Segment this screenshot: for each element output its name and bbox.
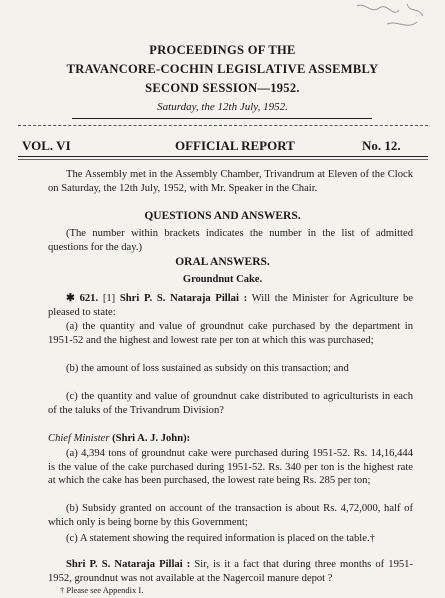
session-date: Saturday, the 12th July, 1952. (157, 101, 288, 113)
followup-text: Sir, is it a fact that during three months of 1951-1952, groundnut was not available at the Nagercoil manure depot ? (48, 559, 413, 584)
masthead-rule (18, 156, 428, 157)
answer-part-c: (c) A statement showing the required information is placed on the table.† (66, 533, 375, 544)
answer-name: (Shri A. J. John): (112, 433, 191, 444)
topic-title: Groundnut Cake. (182, 274, 263, 285)
followup-paragraph (48, 558, 413, 585)
answer-speaker (48, 432, 413, 446)
masthead-rule-thin (18, 159, 428, 160)
question-intro (48, 292, 413, 319)
official-report-label: OFFICIAL REPORT (175, 138, 295, 153)
report-number: No. 12. (362, 138, 401, 153)
footnote: † Please see Appendix I. (60, 585, 144, 595)
volume-label: VOL. VI (22, 138, 71, 153)
question-part-a: (a) the quantity and value of groundnut cake purchased by the department in 1951-52 and the highest and lowest rate per ton at which this was purchased; (48, 321, 413, 346)
question-text: Will the Minister for Agriculture be pleased to state: (48, 293, 413, 318)
question-part-c: (c) the quantity and value of groundnut cake distributed to agriculturists in each of the taluks of the Trivandrum Division? (48, 391, 413, 416)
question-marker: ✱ 621. (66, 293, 99, 304)
question-speaker: Shri P. S. Nataraja Pillai : (119, 293, 248, 304)
questions-answers-title: QUESTIONS AND ANSWERS. (144, 210, 301, 222)
proceedings-heading: PROCEEDINGS OF THE (149, 43, 296, 57)
marginal-scribble-mark (347, 0, 437, 36)
followup-speaker: Shri P. S. Nataraja Pillai : (66, 559, 191, 570)
header-dashed-rule (18, 125, 428, 126)
answer-role: Chief Minister (48, 433, 110, 444)
answer-part-b: (b) Subsidy granted on account of the transaction is about Rs. 4,72,000, half of which only is being borne by this Government; (48, 503, 413, 528)
assembly-heading: TRAVANCORE-COCHIN LEGISLATIVE ASSEMBLY (66, 62, 379, 76)
header-rule (72, 118, 372, 119)
session-heading: SECOND SESSION—1952. (145, 81, 300, 95)
answer-part-a: (a) 4,394 tons of groundnut cake were purchased during 1951-52. Rs. 14,16,444 is the value of the cake purchased during 1951-52. Rs. 340 per ton is the highest rate at which the cake has been purchased, the lowest rate being Rs. 285 per ton; (48, 448, 413, 487)
oral-answers-title: ORAL ANSWERS. (175, 256, 270, 268)
intro-paragraph: The Assembly met in the Assembly Chamber, Trivandrum at Eleven of the Clock on Saturday, the 12th July, 1952, with Mr. Speaker in the Chair. (48, 169, 413, 194)
question-part-b: (b) the amount of loss sustained as subsidy on this transaction; and (66, 363, 349, 374)
question-bracket: [1] (102, 293, 116, 304)
bracket-note: (The number within brackets indicates the number in the list of admitted questions for the day.) (48, 228, 413, 253)
